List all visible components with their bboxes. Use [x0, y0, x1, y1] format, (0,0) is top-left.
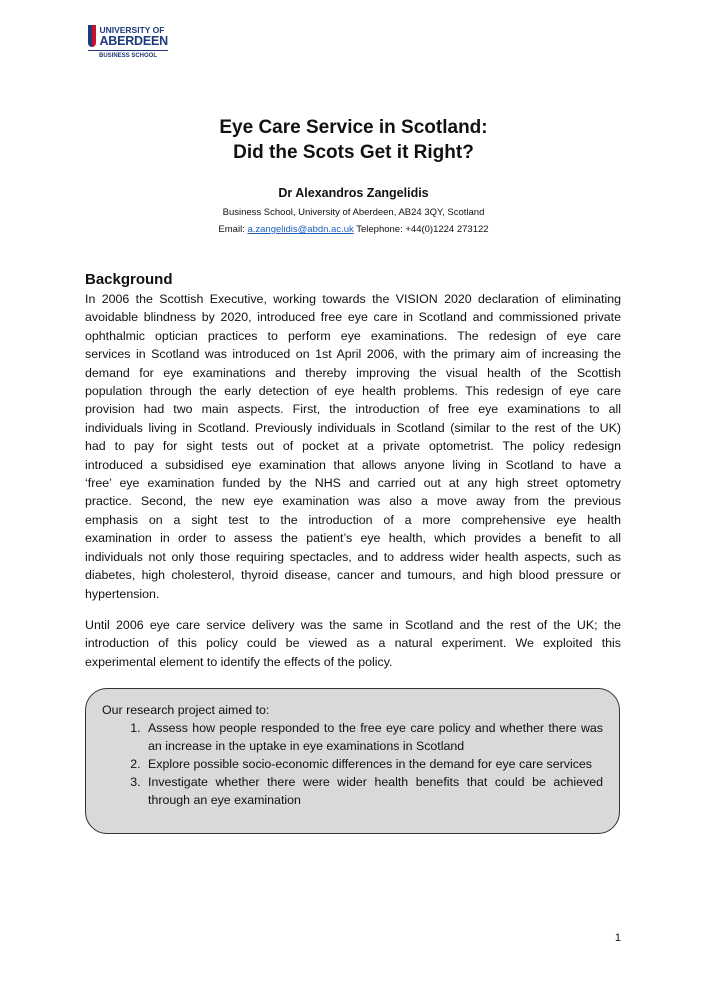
text-line: practice. Second, the new eye examination was also a move away from the previous: [85, 494, 621, 509]
text-line: services in Scotland was introduced on 1st April 2006, with the primary aim of increasing the: [85, 347, 621, 362]
author-name: Dr Alexandros Zangelidis: [278, 186, 429, 200]
text-line: ophthalmic optician practices to perform eye examinations. The redesign of eye care: [85, 328, 621, 343]
aims-item: 1. Assess how people responded to the free eye care policy and whether there was an increase in the uptake in eye examinations in Scotland: [144, 719, 603, 755]
aims-intro: Our research project aimed to:: [102, 703, 270, 717]
email-label: Email:: [218, 224, 245, 235]
text-line: individuals not only those requiring spectacles, and to address wider health aspects, such as: [85, 549, 621, 564]
text-line: emphasis on a sight test to the introduction of a more comprehensive eye health: [85, 512, 621, 527]
text-line: avoidable blindness by 2020, introduced free eye care in Scotland and commissioned private: [85, 310, 621, 325]
crest-icon: [88, 25, 96, 47]
background-paragraph-2: [85, 616, 621, 671]
text-line: In 2006 the Scottish Executive, working towards the VISION 2020 declaration of eliminating: [85, 292, 621, 306]
text-line: diabetes, high cholesterol, thyroid disease, cancer and tumours, and high blood pressure or: [85, 568, 621, 583]
research-aims-box: [85, 688, 620, 834]
aims-item: 3. Investigate whether there were wider health benefits that could be achieved through an eye examination: [144, 773, 603, 809]
text-line: individuals living in Scotland. Previously individuals in Scotland (similar to the rest of the UK): [85, 420, 621, 435]
title-line2: Did the Scots Get it Right?: [233, 142, 474, 163]
contact-line: [0, 224, 707, 235]
title-line1: Eye Care Service in Scotland:: [219, 117, 488, 138]
text-line: experimental element to identify the effects of the policy.: [85, 654, 393, 669]
text-line: hypertension.: [85, 586, 160, 601]
section-heading-background: Background: [85, 271, 173, 288]
logo-divider: [88, 50, 168, 51]
text-line: examination in order to assess the patient’s eye health, which provides a benefit to all: [85, 531, 621, 546]
text-line: demand for eye examinations and thereby improving the visual health of the Scottish: [85, 365, 621, 380]
text-line: provision had two main aspects. First, the introduction of free eye examinations to all: [85, 402, 621, 417]
text-line: Until 2006 eye care service delivery was the same in Scotland and the rest of the UK; the: [85, 618, 621, 632]
aims-list: [102, 719, 603, 809]
logo-line1: UNIVERSITY OF: [99, 24, 165, 35]
text-line: ‘free’ eye examination funded by the NHS and carried out at any high street optometry: [85, 476, 621, 491]
background-paragraph-1: [85, 290, 621, 603]
logo-line3: BUSINESS SCHOOL: [98, 53, 157, 59]
email-link[interactable]: a.zangelidis@abdn.ac.uk: [247, 224, 354, 235]
text-line: introduction of this policy could be viewed as a natural experiment. We exploited this: [85, 636, 621, 651]
page-number: 1: [614, 932, 621, 944]
logo-line2: ABERDEEN: [99, 33, 168, 48]
aims-item: 2. Explore possible socio-economic differences in the demand for eye care services: [144, 755, 603, 773]
affiliation: Business School, University of Aberdeen, AB24 3QY, Scotland: [222, 207, 485, 218]
document-title: [0, 115, 707, 165]
text-line: introduced a subsidised eye examination that allows anyone living in Scotland to have a: [85, 457, 621, 472]
university-logo: [88, 25, 168, 59]
text-line: had to pay for sight tests out of pocket at a private optometrist. The policy redesign: [85, 439, 621, 454]
telephone: Telephone: +44(0)1224 273122: [356, 224, 489, 235]
text-line: population through the early detection of eye health problems. This redesign of eye care: [85, 384, 621, 399]
